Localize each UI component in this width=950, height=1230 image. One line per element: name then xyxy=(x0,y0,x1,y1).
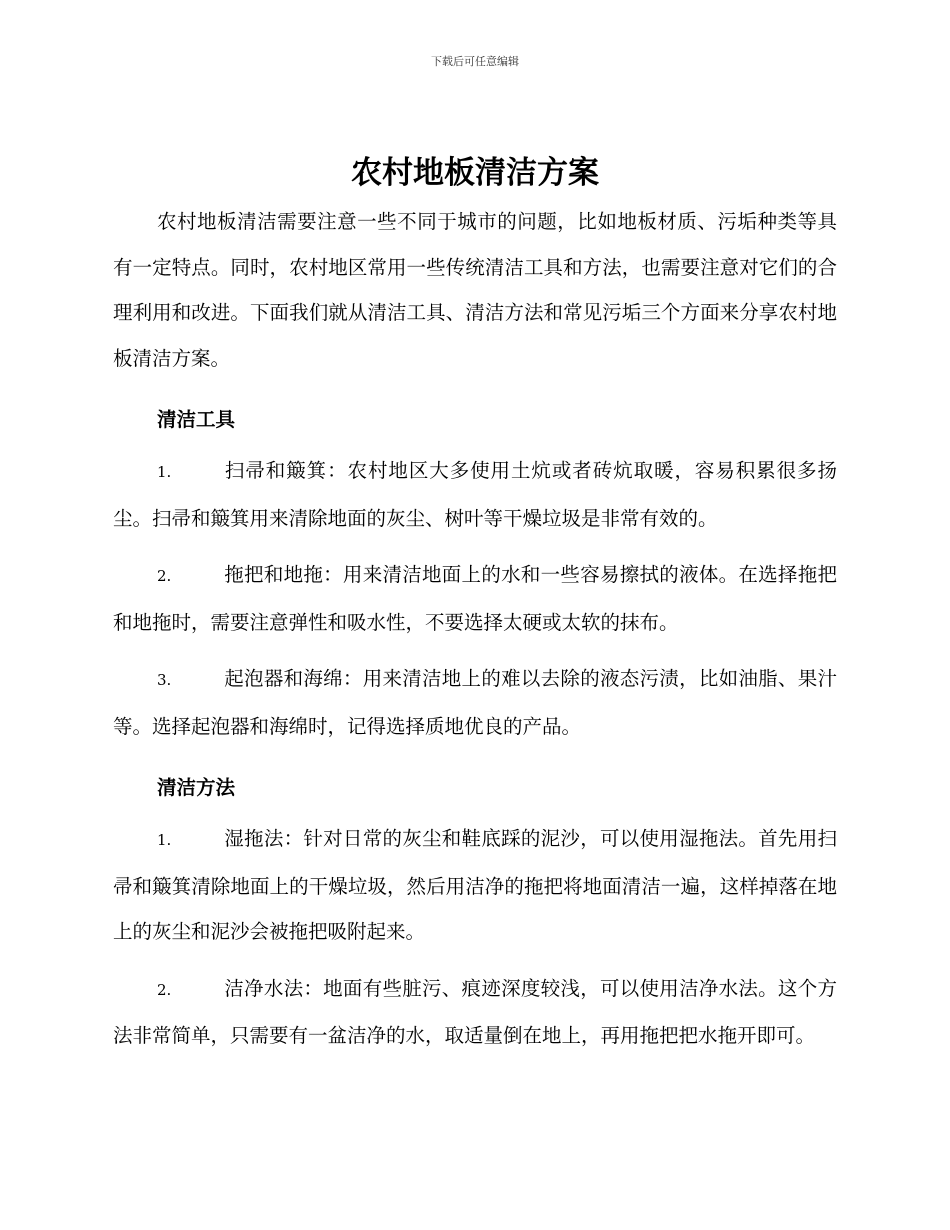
section-methods xyxy=(113,760,837,1059)
document-body xyxy=(113,199,837,1059)
list-item xyxy=(113,552,837,645)
section-heading: 清洁方法 xyxy=(157,776,236,799)
list-item-text: 扫帚和簸箕：农村地区大多使用土炕或者砖炕取暖，容易积累很多扬尘。扫帚和簸箕用来清除地面的灰尘、树叶等干燥垃圾是非常有效的。 xyxy=(113,459,837,530)
list-item-text: 拖把和地拖：用来清洁地面上的水和一些容易擦拭的液体。在选择拖把和地拖时，需要注意弹性和吸水性，不要选择太硬或太软的抹布。 xyxy=(113,563,837,634)
list-number: 2. xyxy=(157,980,172,999)
section-heading: 清洁工具 xyxy=(157,408,236,431)
list-item-text: 洁净水法：地面有些脏污、痕迹深度较浅，可以使用洁净水法。这个方法非常简单，只需要有一盆洁净的水，取适量倒在地上，再用拖把把水拖开即可。 xyxy=(113,976,837,1047)
list-number: 2. xyxy=(157,567,172,585)
document-title: 农村地板清洁方案 xyxy=(351,155,599,191)
list-item-text: 湿拖法：针对日常的灰尘和鞋底踩的泥沙，可以使用湿拖法。首先用扫帚和簸箕清除地面上的干燥垃圾，然后用洁净的拖把将地面清洁一遍，这样掉落在地上的灰尘和泥沙会被拖把吸附起来。 xyxy=(113,827,837,943)
list-item xyxy=(113,816,837,955)
intro-paragraph: 农村地板清洁需要注意一些不同于城市的问题，比如地板材质、污垢种类等具有一定特点。同时，农村地区常用一些传统清洁工具和方法，也需要注意对它们的合理利用和改进。下面我们就从清洁工具、清洁方法和常见污垢三个方面来分享农村地板清洁方案。 xyxy=(113,210,837,370)
list-number: 1. xyxy=(157,463,172,481)
list-number: 1. xyxy=(157,831,172,849)
page-header: 下载后可任意编辑 xyxy=(431,55,519,68)
list-item xyxy=(113,448,837,541)
list-item-text: 起泡器和海绵：用来清洁地上的难以去除的液态污渍，比如油脂、果汁等。选择起泡器和海绵时，记得选择质地优良的产品。 xyxy=(113,667,837,738)
list-item xyxy=(113,656,837,749)
section-tools xyxy=(113,392,837,749)
list-item xyxy=(113,966,837,1059)
list-number: 3. xyxy=(157,671,172,689)
